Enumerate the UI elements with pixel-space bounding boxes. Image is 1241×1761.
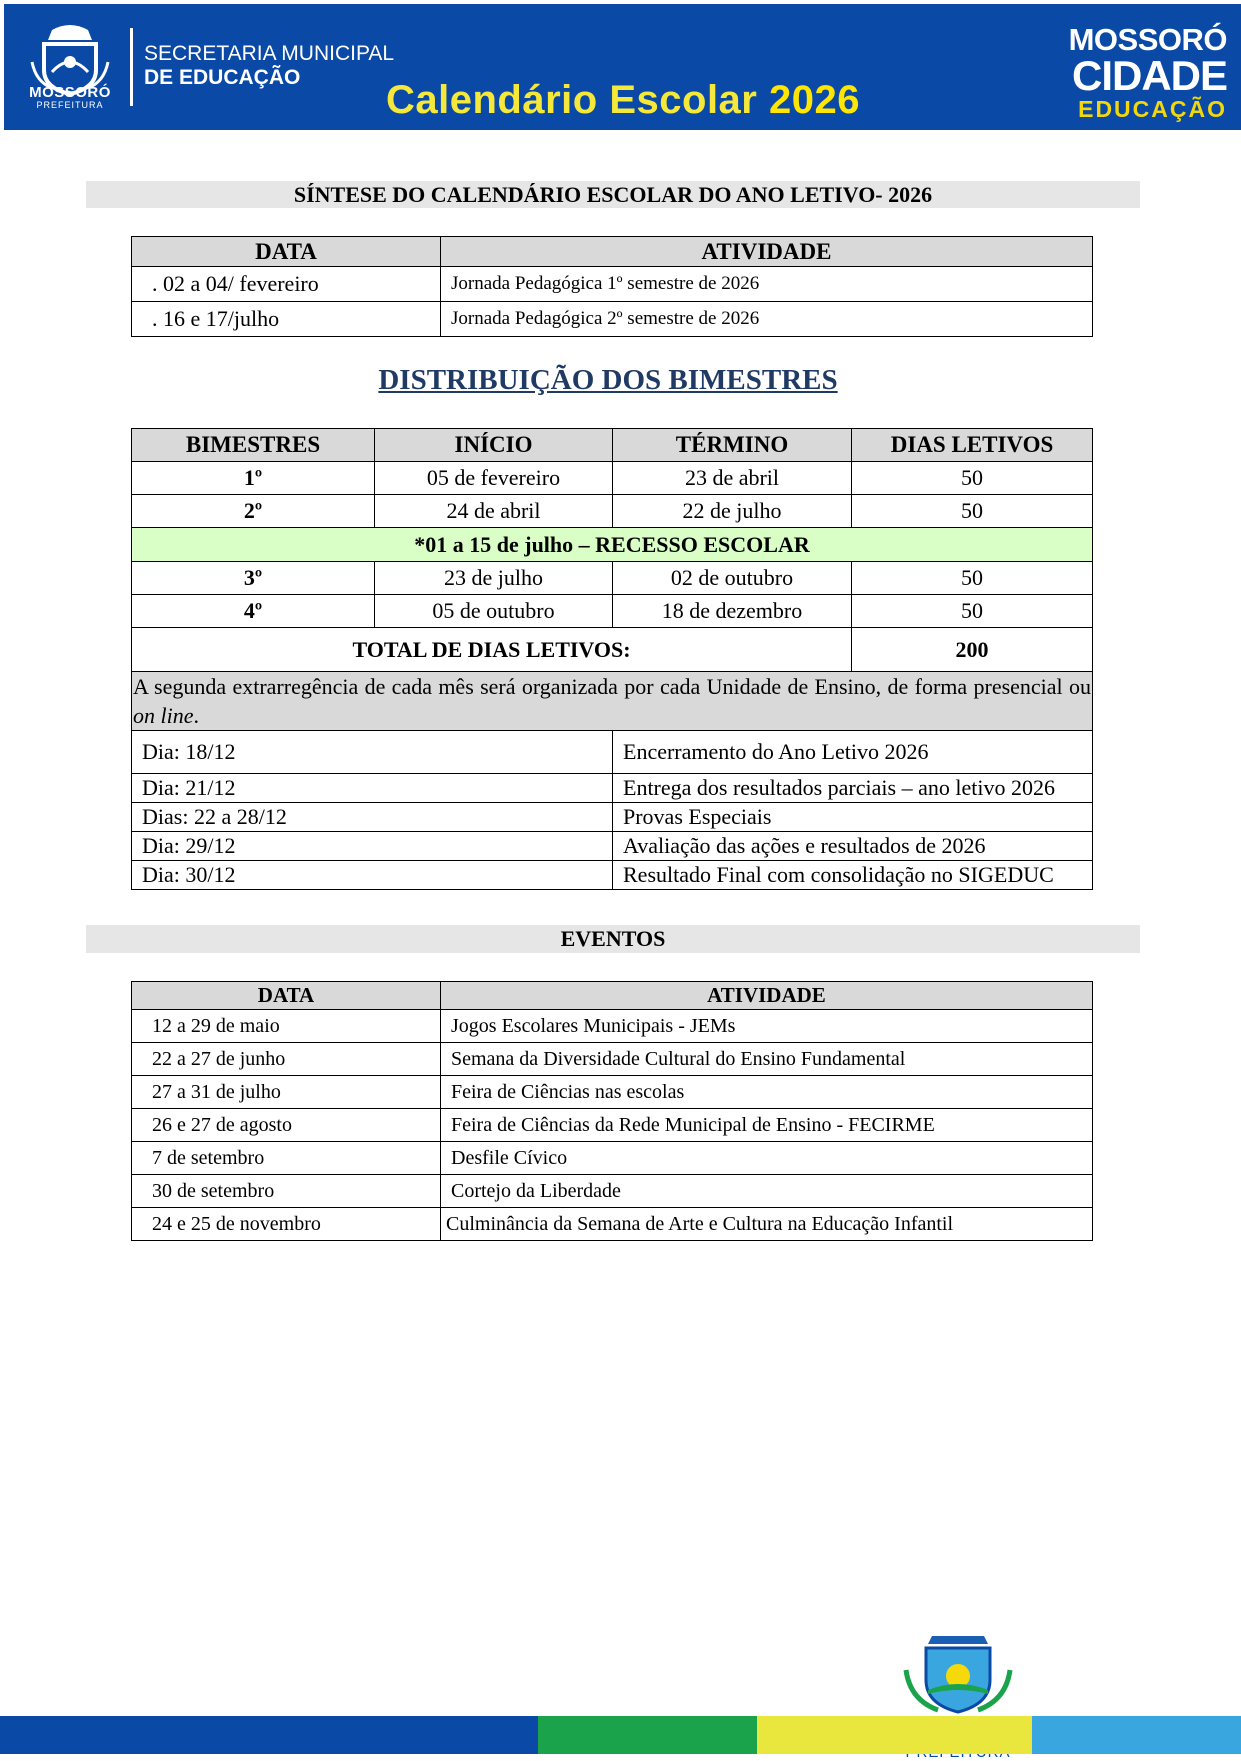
- strip-blue: [0, 1716, 538, 1754]
- strip-yellow: [757, 1716, 1032, 1754]
- cell-bimestre: 1º: [132, 462, 375, 495]
- eventos-table: [131, 981, 1093, 1241]
- table-row: [132, 462, 1093, 495]
- cell-data: 7 de setembro: [132, 1142, 441, 1175]
- table-row: [132, 495, 1093, 528]
- cell-data: 27 a 31 de julho: [132, 1076, 441, 1109]
- cell-atividade: Desfile Cívico: [441, 1142, 1093, 1175]
- encerramento-row: [132, 861, 1093, 890]
- table-row: [132, 1076, 1093, 1109]
- secretaria-label: [144, 42, 394, 90]
- cell-dia: Dia: 30/12: [132, 861, 613, 890]
- cell-data: 22 a 27 de junho: [132, 1043, 441, 1076]
- table-row: [132, 1043, 1093, 1076]
- cell-inicio: 23 de julho: [375, 562, 613, 595]
- cell-dia: Dias: 22 a 28/12: [132, 803, 613, 832]
- cell-atividade: Culminância da Semana de Arte e Cultura na Educação Infantil: [441, 1208, 1093, 1241]
- col-header-atividade: ATIVIDADE: [441, 237, 1093, 267]
- crest-word: MOSSORÓ: [29, 84, 111, 101]
- table-row: [132, 1010, 1093, 1043]
- cell-dia: Dia: 29/12: [132, 832, 613, 861]
- cell-atividade: Cortejo da Liberdade: [441, 1175, 1093, 1208]
- table-row: [132, 302, 1093, 337]
- cell-termino: 18 de dezembro: [613, 595, 852, 628]
- cell-dias: 50: [852, 595, 1093, 628]
- cell-dias: 50: [852, 562, 1093, 595]
- cell-inicio: 05 de outubro: [375, 595, 613, 628]
- cell-atividade: Avaliação das ações e resultados de 2026: [613, 832, 1093, 861]
- cell-bimestre: 4º: [132, 595, 375, 628]
- encerramento-row: [132, 774, 1093, 803]
- crest-sub: PREFEITURA: [36, 100, 104, 110]
- footer-logo: [888, 1630, 1028, 1725]
- cell-atividade: Entrega dos resultados parciais – ano letivo 2026: [613, 774, 1093, 803]
- cell-atividade: Provas Especiais: [613, 803, 1093, 832]
- cell-data: . 02 a 04/ fevereiro: [132, 267, 441, 302]
- sintese-title: SÍNTESE DO CALENDÁRIO ESCOLAR DO ANO LETIVO- 2026: [86, 181, 1140, 208]
- col-header-data: DATA: [132, 237, 441, 267]
- col-header-termino: TÉRMINO: [613, 429, 852, 462]
- cell-data: 26 e 27 de agosto: [132, 1109, 441, 1142]
- col-header-inicio: INÍCIO: [375, 429, 613, 462]
- table-row: [132, 1142, 1093, 1175]
- cell-dias: 50: [852, 462, 1093, 495]
- col-header-atividade: ATIVIDADE: [441, 982, 1093, 1010]
- cell-atividade: Jogos Escolares Municipais - JEMs: [441, 1010, 1093, 1043]
- table-row: [132, 562, 1093, 595]
- recesso-row: [132, 528, 1093, 562]
- cell-data: 12 a 29 de maio: [132, 1010, 441, 1043]
- nota-text: A segunda extrarregência de cada mês será organizada por cada Unidade de Ensino, de forma presencial ou: [133, 674, 1091, 699]
- sintese-table: [131, 236, 1093, 337]
- table-header-row: [132, 982, 1093, 1010]
- brand-line2: CIDADE: [1071, 52, 1227, 99]
- calendar-title-year: 2026: [768, 78, 860, 122]
- col-header-data: DATA: [132, 982, 441, 1010]
- col-header-dias-letivos: DIAS LETIVOS: [852, 429, 1093, 462]
- table-row: [132, 1175, 1093, 1208]
- brand-line3: EDUCAÇÃO: [1078, 96, 1227, 122]
- nota-end: .: [193, 703, 199, 728]
- cell-data: . 16 e 17/julho: [132, 302, 441, 337]
- table-row: [132, 1208, 1093, 1241]
- nota-cell: [132, 672, 1093, 731]
- brand-logo: [1047, 24, 1227, 122]
- cell-termino: 23 de abril: [613, 462, 852, 495]
- nota-italic: on line: [133, 703, 194, 728]
- table-row: [132, 267, 1093, 302]
- cell-atividade: Resultado Final com consolidação no SIGEDUC: [613, 861, 1093, 890]
- secretaria-line2: DE EDUCAÇÃO: [144, 66, 301, 89]
- cell-termino: 22 de julho: [613, 495, 852, 528]
- distribuicao-title: DISTRIBUIÇÃO DOS BIMESTRES: [378, 364, 838, 396]
- table-header-row: [132, 237, 1093, 267]
- calendar-title: [386, 78, 860, 123]
- total-row: [132, 628, 1093, 672]
- cell-atividade: Semana da Diversidade Cultural do Ensino Fundamental: [441, 1043, 1093, 1076]
- cell-atividade: Encerramento do Ano Letivo 2026: [613, 731, 1093, 774]
- cell-dias: 50: [852, 495, 1093, 528]
- eventos-title: EVENTOS: [86, 925, 1140, 953]
- cell-dia: Dia: 18/12: [132, 731, 613, 774]
- cell-termino: 02 de outubro: [613, 562, 852, 595]
- footer-crest-icon: [888, 1630, 1028, 1720]
- bimestres-table: [131, 428, 1093, 890]
- col-header-bimestres: BIMESTRES: [132, 429, 375, 462]
- cell-data: 24 e 25 de novembro: [132, 1208, 441, 1241]
- brand-line1: MOSSORÓ: [1068, 22, 1227, 57]
- cell-data: 30 de setembro: [132, 1175, 441, 1208]
- total-value: 200: [852, 628, 1093, 672]
- nota-row: [132, 672, 1093, 731]
- encerramento-row: [132, 731, 1093, 774]
- cell-atividade: Feira de Ciências da Rede Municipal de Ensino - FECIRME: [441, 1109, 1093, 1142]
- cell-inicio: 24 de abril: [375, 495, 613, 528]
- cell-atividade: Feira de Ciências nas escolas: [441, 1076, 1093, 1109]
- strip-lightblue: [1032, 1716, 1241, 1754]
- cell-dia: Dia: 21/12: [132, 774, 613, 803]
- encerramento-row: [132, 803, 1093, 832]
- calendar-title-main: Calendário Escolar: [386, 78, 769, 122]
- strip-green: [538, 1716, 757, 1754]
- table-row: [132, 595, 1093, 628]
- secretaria-line1: SECRETARIA MUNICIPAL: [144, 42, 395, 65]
- cell-inicio: 05 de fevereiro: [375, 462, 613, 495]
- total-label: TOTAL DE DIAS LETIVOS:: [132, 628, 852, 672]
- table-row: [132, 1109, 1093, 1142]
- header-banner: [4, 4, 1241, 130]
- recesso-cell: *01 a 15 de julho – RECESSO ESCOLAR: [132, 528, 1093, 562]
- cell-atividade: Jornada Pedagógica 2º semestre de 2026: [441, 302, 1093, 337]
- banner-divider: [130, 28, 133, 106]
- encerramento-row: [132, 832, 1093, 861]
- cell-bimestre: 2º: [132, 495, 375, 528]
- cell-bimestre: 3º: [132, 562, 375, 595]
- cell-atividade: Jornada Pedagógica 1º semestre de 2026: [441, 267, 1093, 302]
- footer-color-strip: [0, 1716, 1241, 1754]
- table-header-row: [132, 429, 1093, 462]
